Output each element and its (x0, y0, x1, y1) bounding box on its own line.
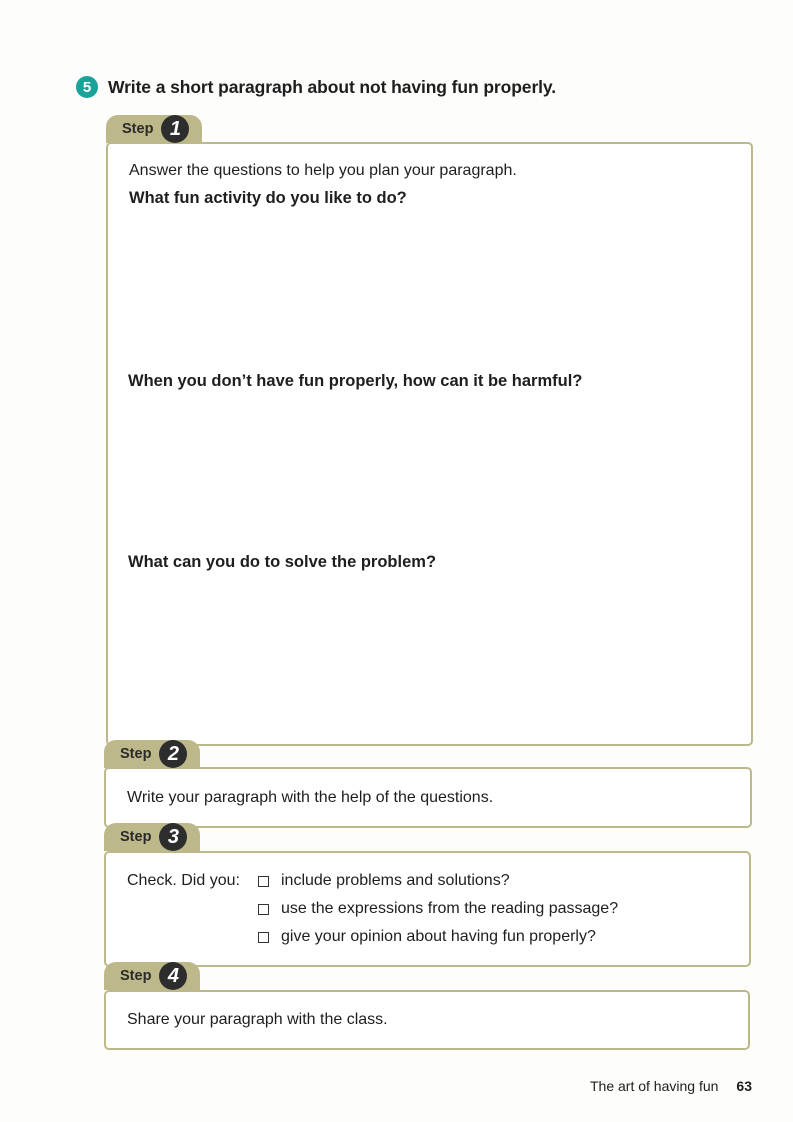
step-1-instruction: Answer the questions to help you plan your paragraph. (129, 162, 517, 179)
step-label: Step (122, 121, 154, 137)
task-heading (76, 76, 556, 98)
step-number-badge: 2 (159, 740, 187, 768)
checkbox[interactable] (258, 932, 269, 943)
checklist-item (258, 900, 618, 918)
question-1: What fun activity do you like to do? (129, 189, 407, 207)
step-2-tab (104, 740, 200, 768)
task-number-badge: 5 (76, 76, 98, 98)
step-1-box (106, 142, 753, 746)
checklist-item-label: use the expressions from the reading passage? (281, 900, 619, 917)
checkbox[interactable] (258, 904, 269, 915)
task-title: Write a short paragraph about not having fun properly. (108, 76, 557, 97)
checklist-item (258, 872, 510, 890)
step-number-badge: 1 (161, 115, 189, 143)
step-1-tab (106, 115, 202, 143)
step-label: Step (120, 829, 152, 845)
step-label: Step (120, 968, 152, 984)
step-2-instruction: Write your paragraph with the help of the questions. (127, 789, 494, 806)
question-2: When you don’t have fun properly, how can it be harmful? (128, 372, 583, 390)
footer-title: The art of having fun (590, 1078, 719, 1094)
checklist-item-label: include problems and solutions? (281, 872, 510, 889)
step-number-badge: 3 (159, 823, 187, 851)
page-footer (590, 1078, 752, 1094)
checklist-item (258, 928, 596, 946)
step-4-tab (104, 962, 200, 990)
step-3-tab (104, 823, 200, 851)
question-3: What can you do to solve the problem? (128, 553, 437, 571)
checklist-item-label: give your opinion about having fun properly? (281, 928, 596, 945)
step-4-instruction: Share your paragraph with the class. (127, 1011, 388, 1028)
checkbox[interactable] (258, 876, 269, 887)
step-number-badge: 4 (159, 962, 187, 990)
page-number: 63 (736, 1078, 752, 1094)
step-label: Step (120, 746, 152, 762)
check-prefix: Check. Did you: (127, 872, 240, 889)
